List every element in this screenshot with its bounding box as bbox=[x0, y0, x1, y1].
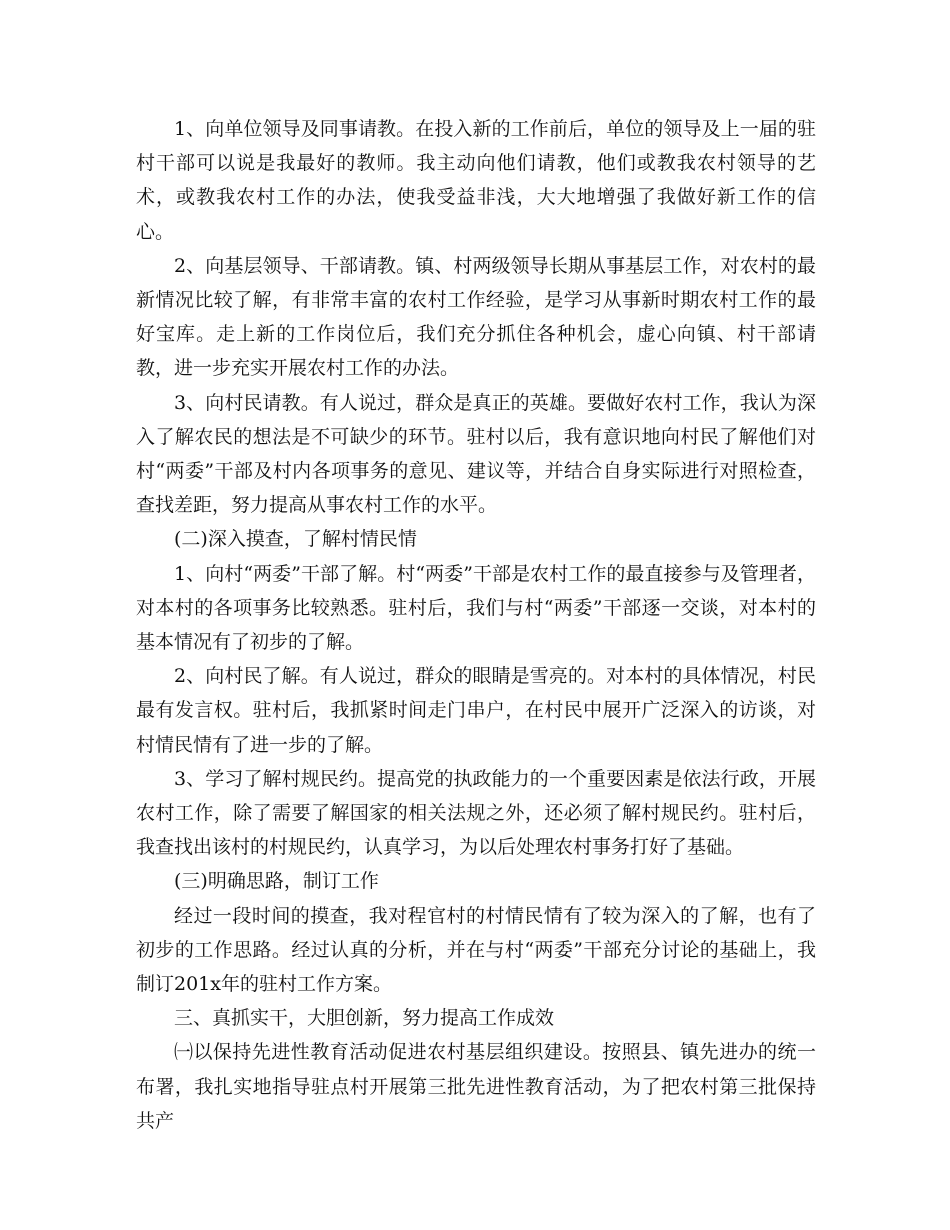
paragraph-advanced-education: ㈠以保持先进性教育活动促进农村基层组织建设。按照县、镇先进办的统一布署，我扎实地指导驻点村开展第三批先进性教育活动，为了把农村第三批保持共产 bbox=[136, 1041, 816, 1132]
paragraph-learn-from-villagers: 2、向村民了解。有人说过，群众的眼睛是雪亮的。对本村的具体情况，村民最有发言权。驻村后，我抓紧时间走门串户，在村民中展开广泛深入的访谈，对村情民情有了进一步的了解。 bbox=[136, 665, 816, 756]
section-heading-clarify-ideas: (三)明确思路，制订工作 bbox=[174, 870, 379, 893]
section-heading-practical-work: 三、真抓实干，大胆创新，努力提高工作成效 bbox=[174, 1007, 555, 1030]
document-body bbox=[136, 112, 816, 1138]
paragraph-consult-villagers: 3、向村民请教。有人说过，群众是真正的英雄。要做好农村工作，我认为深入了解农民的想法是不可缺少的环节。驻村以后，我有意识地向村民了解他们对村“两委”干部及村内各项事务的意见、建议等，并结合自身实际进行对照检查，查找差距，努力提高从事农村工作的水平。 bbox=[136, 391, 816, 517]
paragraph-learn-from-village-committee: 1、向村“两委”干部了解。村“两委”干部是农村工作的最直接参与及管理者，对本村的各项事务比较熟悉。驻村后，我们与村“两委”干部逐一交谈，对本村的基本情况有了初步的了解。 bbox=[136, 562, 816, 654]
paragraph-work-plan: 经过一段时间的摸查，我对程官村的村情民情有了较为深入的了解，也有了初步的工作思路。经过认真的分析，并在与村“两委”干部充分讨论的基础上，我制订201x年的驻村工作方案。 bbox=[136, 904, 816, 996]
section-heading-investigate: (二)深入摸查，了解村情民情 bbox=[174, 528, 417, 551]
paragraph-consult-unit-leaders: 1、向单位领导及同事请教。在投入新的工作前后，单位的领导及上一届的驻村干部可以说是我最好的教师。我主动向他们请教，他们或教我农村领导的艺术，或教我农村工作的办法，使我受益非浅，大大地增强了我做好新工作的信心。 bbox=[136, 118, 816, 243]
paragraph-village-rules: 3、学习了解村规民约。提高党的执政能力的一个重要因素是依法行政，开展农村工作，除了需要了解国家的相关法规之外，还必须了解村规民约。驻村后，我查找出该村的村规民约，认真学习，为以后处理农村事务打好了基础。 bbox=[136, 767, 816, 859]
paragraph-consult-grassroots-leaders: 2、向基层领导、干部请教。镇、村两级领导长期从事基层工作，对农村的最新情况比较了解，有非常丰富的农村工作经验，是学习从事新时期农村工作的最好宝库。走上新的工作岗位后，我们充分抓住各种机会，虚心向镇、村干部请教，进一步充实开展农村工作的办法。 bbox=[136, 254, 816, 380]
